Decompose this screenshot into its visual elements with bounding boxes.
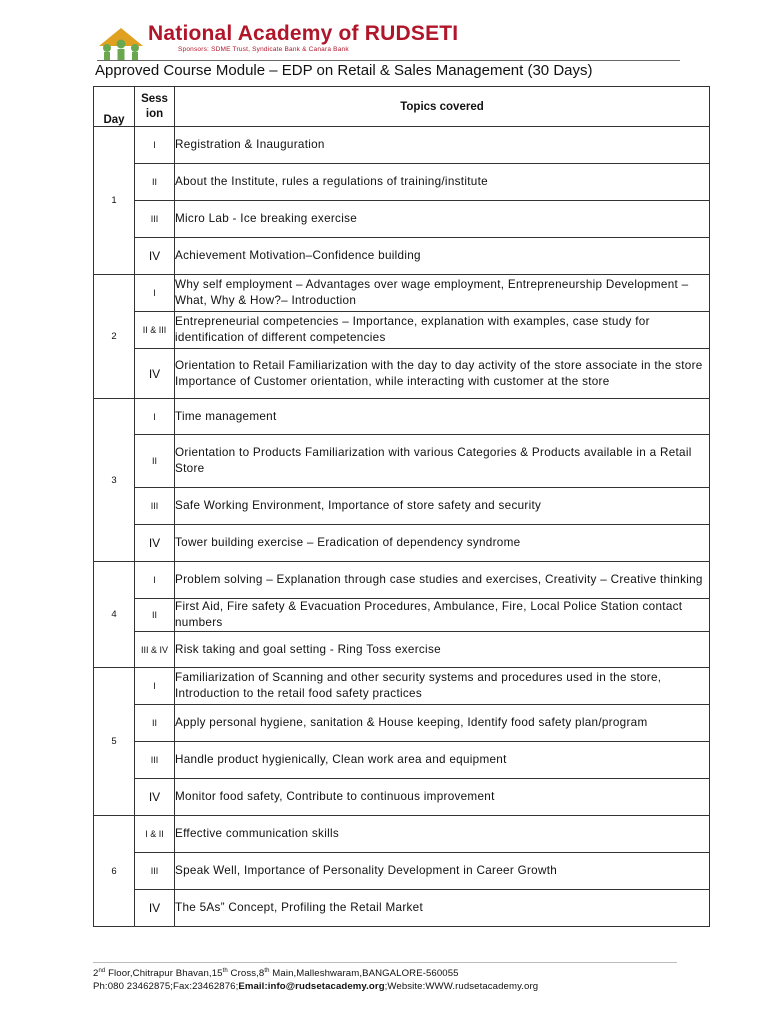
org-sponsors: Sponsors: SDME Trust, Syndicate Bank & Canara Bank xyxy=(178,46,349,53)
table-row xyxy=(94,349,710,399)
topic-cell: Risk taking and goal setting - Ring Toss exercise xyxy=(175,632,710,668)
table-row xyxy=(94,562,710,599)
addr-floor-number: 2 xyxy=(93,968,99,980)
session-cell: III xyxy=(135,201,175,238)
footer-address xyxy=(93,965,538,980)
session-cell: III & IV xyxy=(135,632,175,668)
topic-cell: Tower building exercise – Eradication of dependency syndrome xyxy=(175,525,710,562)
table-row xyxy=(94,890,710,927)
topic-cell: Micro Lab - Ice breaking exercise xyxy=(175,201,710,238)
session-cell: III xyxy=(135,853,175,890)
topic-cell: Achievement Motivation–Confidence building xyxy=(175,238,710,275)
session-cell: I xyxy=(135,399,175,435)
contact-phone: Ph:080 23462875;Fax:23462876; xyxy=(93,981,239,993)
table-row xyxy=(94,742,710,779)
document-title: Approved Course Module – EDP on Retail & Sales Management (30 Days) xyxy=(95,62,593,79)
topic-cell: The 5As” Concept, Profiling the Retail Market xyxy=(175,890,710,927)
table-row xyxy=(94,488,710,525)
topic-cell: Speak Well, Importance of Personality Development in Career Growth xyxy=(175,853,710,890)
day-cell: 5 xyxy=(94,668,135,816)
topic-cell: Apply personal hygiene, sanitation & House keeping, Identify food safety plan/program xyxy=(175,705,710,742)
session-cell: IV xyxy=(135,779,175,816)
session-cell: IV xyxy=(135,890,175,927)
session-cell: II xyxy=(135,599,175,632)
footer-contact xyxy=(93,980,538,993)
session-cell: I & II xyxy=(135,816,175,853)
topic-cell: Orientation to Retail Familiarization with the day to day activity of the store associate in the store Importance of Customer orientation, while interacting with customer at the store xyxy=(175,349,710,399)
table-row xyxy=(94,853,710,890)
session-cell: III xyxy=(135,742,175,779)
org-name: National Academy of RUDSETI xyxy=(148,22,459,45)
topic-cell: Problem solving – Explanation through case studies and exercises, Creativity – Creative thinking xyxy=(175,562,710,599)
header-topics: Topics covered xyxy=(175,87,710,127)
table-row xyxy=(94,275,710,312)
day-cell: 1 xyxy=(94,127,135,275)
session-cell: II & III xyxy=(135,312,175,349)
table-row xyxy=(94,201,710,238)
addr-sup: nd xyxy=(98,968,106,974)
topic-cell: Safe Working Environment, Importance of store safety and security xyxy=(175,488,710,525)
session-cell: IV xyxy=(135,525,175,562)
topic-cell: Effective communication skills xyxy=(175,816,710,853)
table-row xyxy=(94,312,710,349)
day-cell: 4 xyxy=(94,562,135,668)
table-row xyxy=(94,779,710,816)
session-cell: II xyxy=(135,705,175,742)
session-cell: IV xyxy=(135,349,175,399)
addr-part: Main,Malleshwaram,BANGALORE-560055 xyxy=(269,968,459,980)
table-header-row xyxy=(94,87,710,127)
topic-cell: Entrepreneurial competencies – Importance, explanation with examples, case study for identification of different competencies xyxy=(175,312,710,349)
addr-part: Floor,Chitrapur Bhavan,15 xyxy=(105,968,223,980)
session-cell: I xyxy=(135,668,175,705)
header-divider xyxy=(97,60,680,61)
session-cell: IV xyxy=(135,238,175,275)
header-session-line1: Sess xyxy=(141,92,168,105)
topic-cell: Time management xyxy=(175,399,710,435)
addr-sup: th xyxy=(264,968,270,974)
table-row xyxy=(94,632,710,668)
table-row xyxy=(94,668,710,705)
session-cell: I xyxy=(135,275,175,312)
table-row xyxy=(94,599,710,632)
footer-divider xyxy=(93,962,677,963)
header-session xyxy=(135,87,175,127)
session-cell: III xyxy=(135,488,175,525)
addr-part: Cross,8 xyxy=(227,968,265,980)
topic-cell: Monitor food safety, Contribute to continuous improvement xyxy=(175,779,710,816)
table-row xyxy=(94,816,710,853)
topic-cell: Why self employment – Advantages over wage employment, Entrepreneurship Development – What, Why & How?– Introduction xyxy=(175,275,710,312)
topic-cell: About the Institute, rules a regulations of training/institute xyxy=(175,164,710,201)
table-row xyxy=(94,705,710,742)
academy-logo xyxy=(97,24,145,62)
header-day: Day xyxy=(94,87,135,127)
session-cell: I xyxy=(135,127,175,164)
session-cell: II xyxy=(135,164,175,201)
table-row xyxy=(94,164,710,201)
topic-cell: Orientation to Products Familiarization with various Categories & Products available in a Retail Store xyxy=(175,435,710,488)
day-cell: 6 xyxy=(94,816,135,927)
table-row xyxy=(94,238,710,275)
topic-cell: Handle product hygienically, Clean work area and equipment xyxy=(175,742,710,779)
day-cell: 3 xyxy=(94,399,135,562)
addr-sup: th xyxy=(222,968,228,974)
contact-email[interactable]: Email:info@rudsetacademy.org xyxy=(238,981,385,993)
course-schedule-table xyxy=(93,86,710,927)
table-row xyxy=(94,399,710,435)
topic-cell: Familiarization of Scanning and other security systems and procedures used in the store, Introduction to the retail food safety practices xyxy=(175,668,710,705)
topic-cell: First Aid, Fire safety & Evacuation Procedures, Ambulance, Fire, Local Police Station contact numbers xyxy=(175,599,710,632)
table-row xyxy=(94,435,710,488)
table-row xyxy=(94,127,710,164)
session-cell: I xyxy=(135,562,175,599)
session-cell: II xyxy=(135,435,175,488)
table-row xyxy=(94,525,710,562)
contact-website[interactable]: ;Website:WWW.rudsetacademy.org xyxy=(384,981,539,993)
footer xyxy=(93,965,538,993)
day-cell: 2 xyxy=(94,275,135,399)
topic-cell: Registration & Inauguration xyxy=(175,127,710,164)
header-session-line2: ion xyxy=(145,107,164,120)
